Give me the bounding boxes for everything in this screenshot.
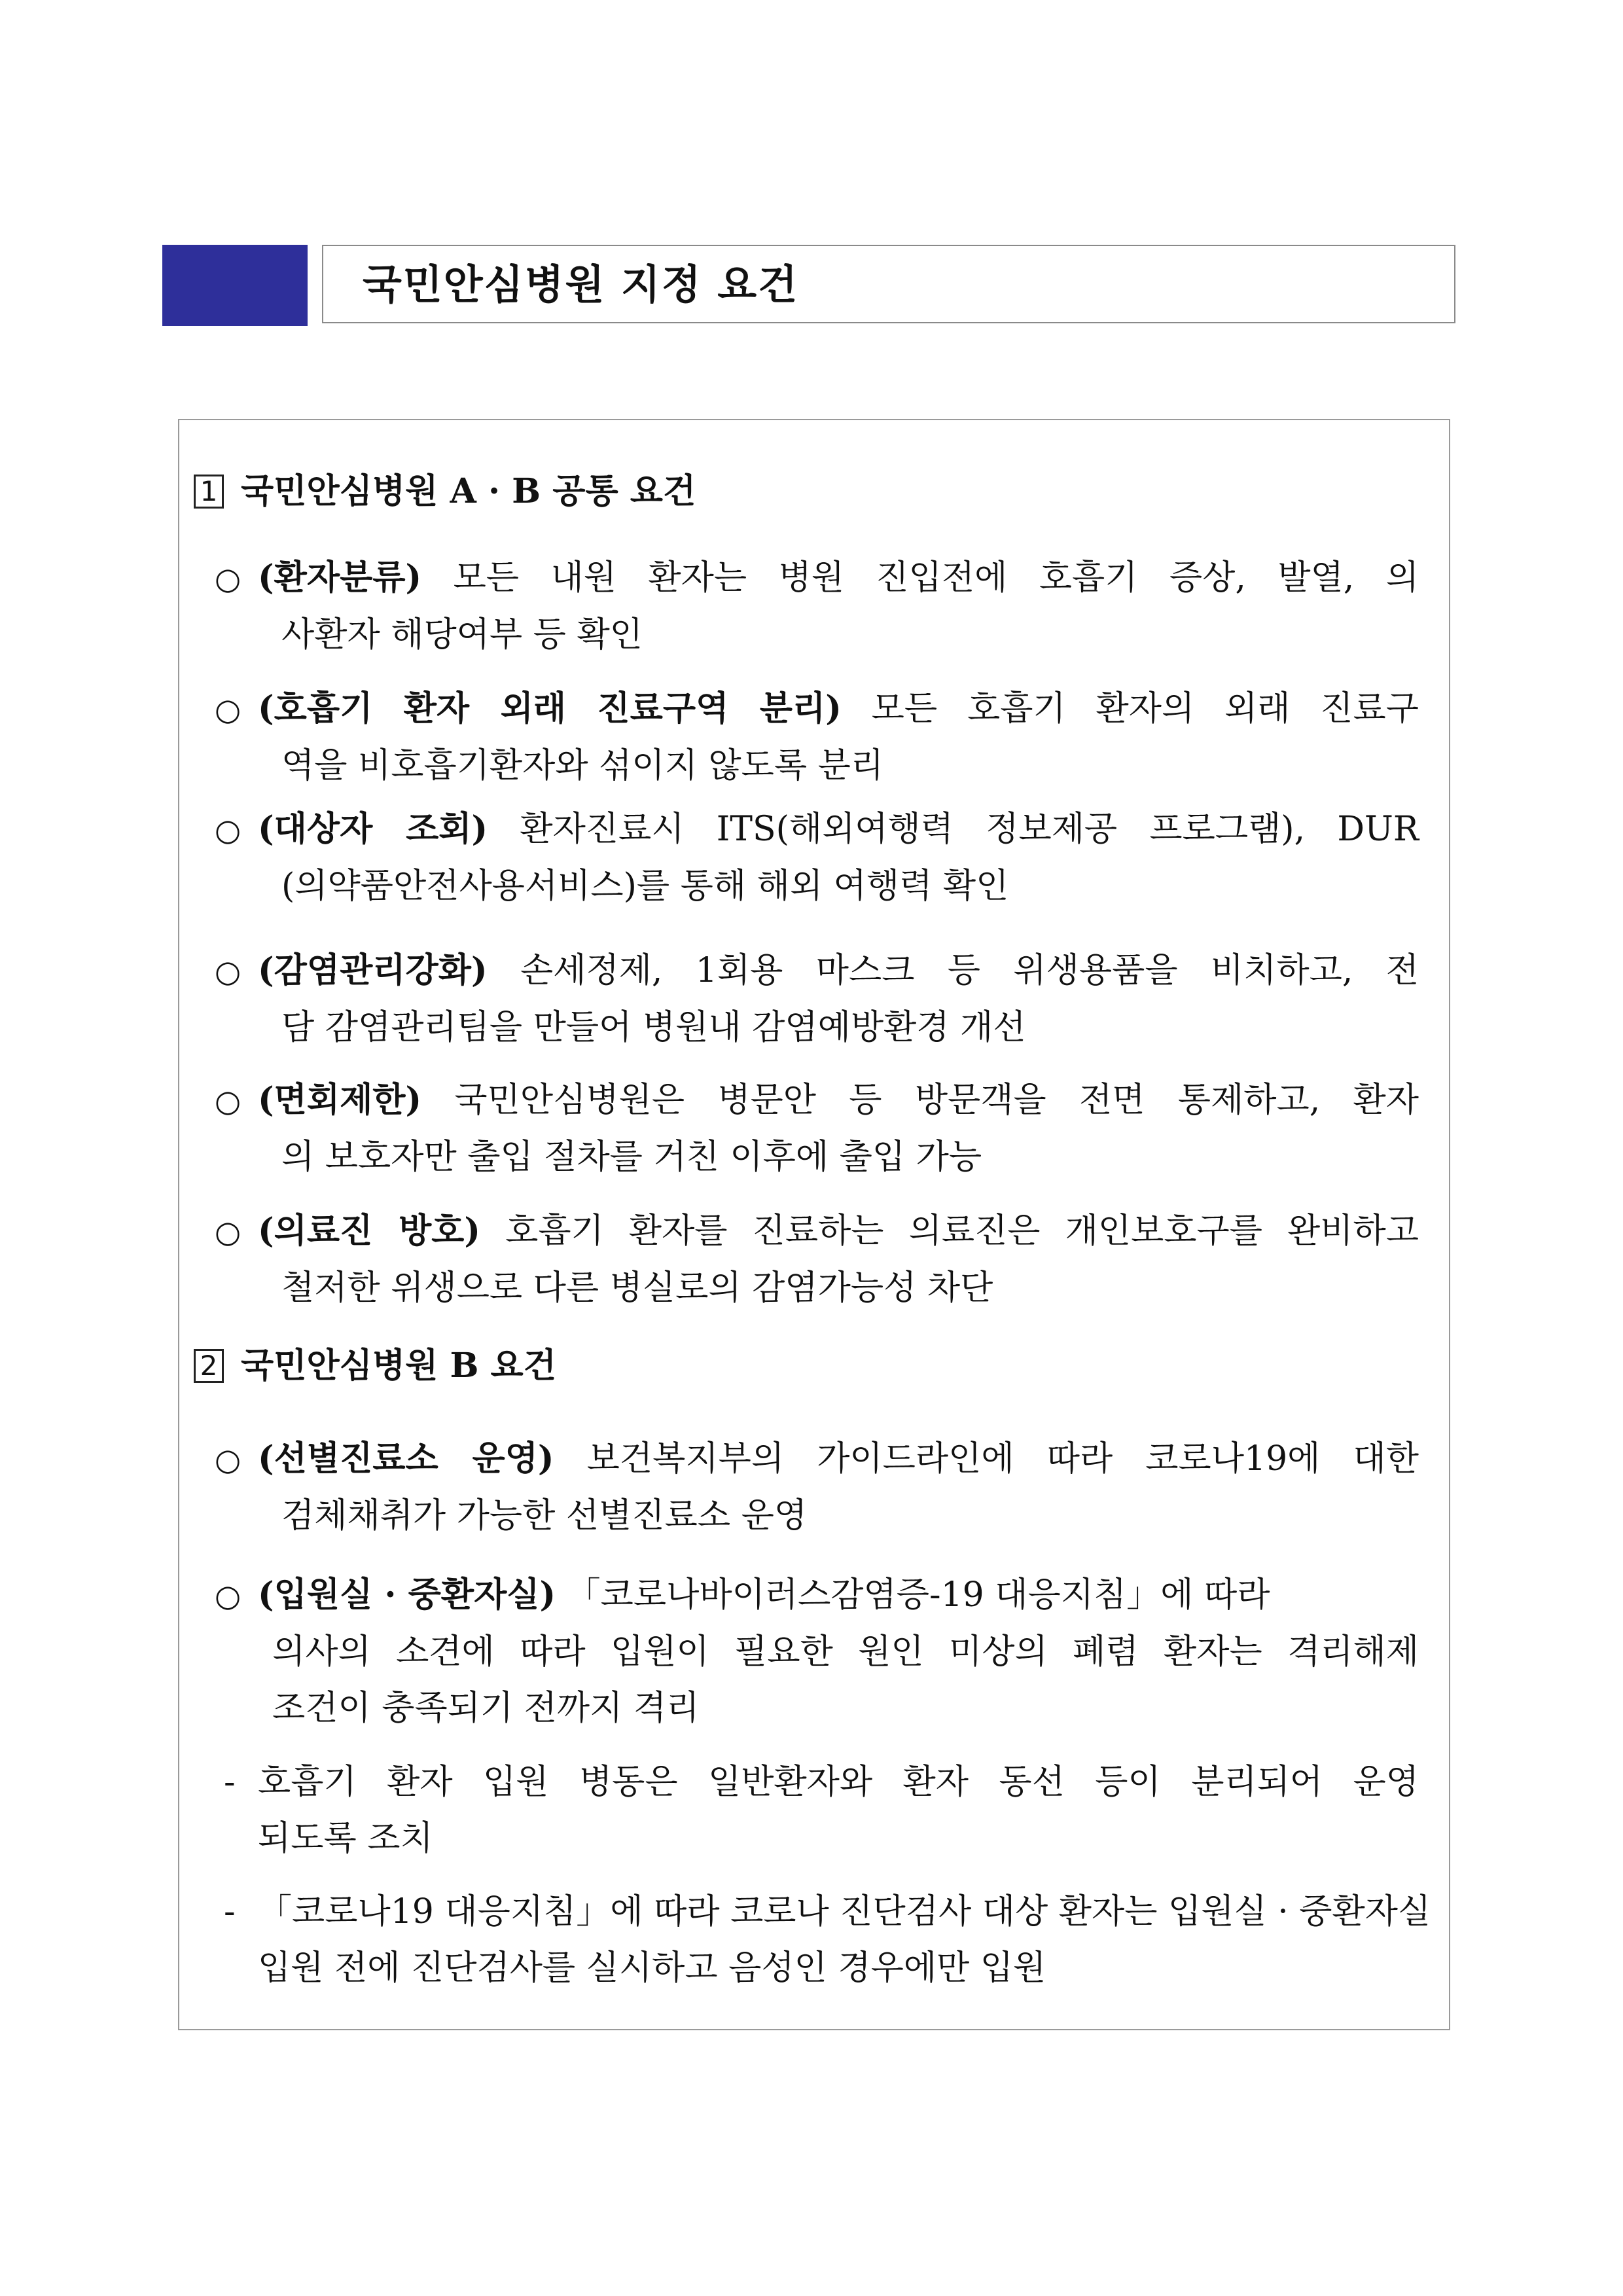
sub-item-text: 「코로나19 대응지침」에 따라 코로나 진단검사 대상 환자는 입원실 · 중환자실 [258, 1892, 1431, 1931]
section-title-2: 국민안심병원 B 요건 [241, 1346, 557, 1386]
item-text-continued: 의사의 소견에 따라 입원이 필요한 원인 미상의 폐렴 환자는 격리해제 [272, 1632, 1419, 1672]
list-item-respiratory-separation [215, 681, 1419, 794]
section-heading-2 [194, 1343, 556, 1389]
title-accent-bar [162, 245, 308, 326]
bullet-circle-icon: ○ [215, 1578, 241, 1613]
sub-item-text-continued: 되도록 조치 [258, 1819, 433, 1858]
item-keyword: (환자분류) [258, 558, 422, 598]
section-heading-1 [194, 469, 696, 514]
bullet-circle-icon: ○ [215, 954, 241, 989]
item-text: 「코로나바이러스감염증-19 대응지침」에 따라 [556, 1575, 1270, 1615]
title-block [162, 245, 1458, 326]
list-item-infection-control [215, 942, 1419, 1056]
bullet-circle-icon: ○ [215, 1442, 241, 1477]
item-text: 보건복지부의 가이드라인에 따라 코로나19에 대한 [554, 1439, 1419, 1479]
item-text: 모든 호흡기 환자의 외래 진료구 [841, 689, 1419, 728]
item-text-continued: 사환자 해당여부 등 확인 [281, 615, 643, 655]
list-item-visit-restriction [215, 1072, 1419, 1185]
item-keyword: (감염관리강화) [258, 950, 488, 990]
item-text: 환자진료시 ITS(해외여행력 정보제공 프로그램), DUR [488, 810, 1419, 849]
item-text-continued: 철저한 위생으로 다른 병실로의 감염가능성 차단 [281, 1268, 993, 1308]
dash-marker: - [224, 1892, 236, 1931]
title-box [322, 245, 1455, 323]
sub-item-text: 호흡기 환자 입원 병동은 일반환자와 환자 동선 등이 분리되어 운영 [258, 1763, 1419, 1802]
item-text-continued: 의 보호자만 출입 절차를 거친 이후에 출입 가능 [281, 1138, 982, 1177]
item-keyword: (의료진 방호) [258, 1211, 481, 1251]
list-item-patient-classification [215, 550, 1419, 663]
section-number-1: 1 [194, 475, 224, 509]
item-keyword: (입원실 · 중환자실) [258, 1575, 556, 1615]
item-text: 모든 내원 환자는 병원 진입전에 호흡기 증상, 발열, 의 [421, 558, 1419, 598]
bullet-circle-icon: ○ [215, 1083, 241, 1119]
item-text: 손세정제, 1회용 마스크 등 위생용품을 비치하고, 전 [487, 951, 1419, 990]
section-title-1: 국민안심병원 A · B 공통 요건 [241, 471, 696, 511]
item-keyword: (대상자 조회) [258, 809, 488, 849]
list-item-medical-staff-protection [215, 1203, 1419, 1316]
item-text-continued: 역을 비호흡기환자와 섞이지 않도록 분리 [281, 746, 884, 785]
item-text-continued: 담 감염관리팀을 만들어 병원내 감염예방환경 개선 [281, 1008, 1026, 1047]
requirements-box [178, 419, 1450, 2030]
item-text-continued: (의약품안전사용서비스)를 통해 해외 여행력 확인 [281, 867, 1009, 906]
list-item-ward-icu [215, 1567, 1419, 1736]
bullet-circle-icon: ○ [215, 692, 241, 727]
item-keyword: (면회제한) [258, 1080, 422, 1120]
item-keyword: (선별진료소 운영) [258, 1439, 554, 1479]
sub-item-text-continued: 입원 전에 진단검사를 실시하고 음성인 경우에만 입원 [258, 1948, 1046, 1988]
bullet-circle-icon: ○ [215, 561, 241, 596]
bullet-circle-icon: ○ [215, 1214, 241, 1249]
list-item-target-inquiry [215, 801, 1419, 914]
bullet-circle-icon: ○ [215, 812, 241, 848]
list-item-screening-clinic [215, 1431, 1419, 1544]
sub-item-ward-separation [224, 1754, 1419, 1867]
item-keyword: (호흡기 환자 외래 진료구역 분리) [258, 689, 842, 728]
sub-item-diagnostic-test [224, 1884, 1431, 1996]
item-text: 호흡기 환자를 진료하는 의료진은 개인보호구를 완비하고 [480, 1211, 1419, 1251]
page-title: 국민안심병원 지정 요건 [363, 260, 799, 308]
section-number-2: 2 [194, 1349, 224, 1383]
item-text-continued: 조건이 충족되기 전까지 격리 [272, 1689, 700, 1728]
dash-marker: - [224, 1763, 236, 1802]
item-text: 국민안심병원은 병문안 등 방문객을 전면 통제하고, 환자 [421, 1081, 1419, 1120]
item-text-continued: 검체채취가 가능한 선별진료소 운영 [281, 1496, 808, 1535]
